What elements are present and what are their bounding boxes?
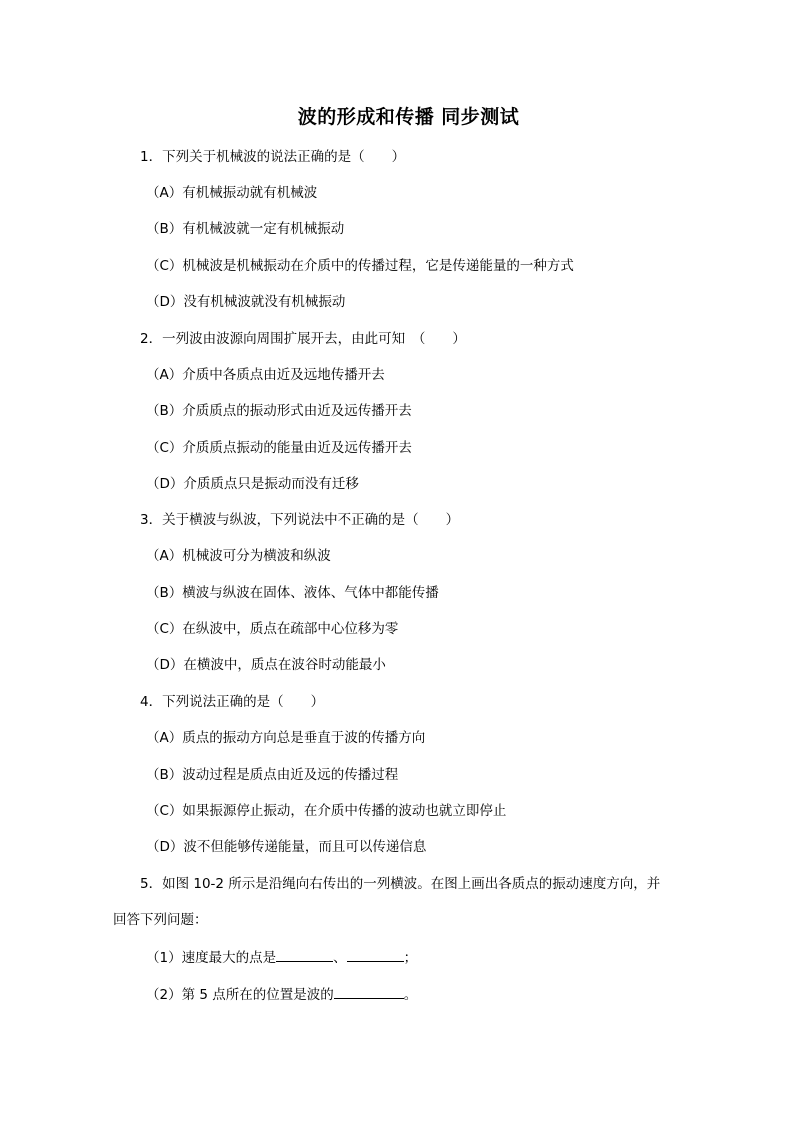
question-1-option-c: （C）机械波是机械振动在介质中的传播过程，它是传递能量的一种方式 [146, 258, 574, 274]
question-4-option-d: （D）波不但能够传递能量，而且可以传递信息 [146, 839, 427, 855]
subquestion-1-suffix: ； [403, 950, 418, 966]
question-3-option-a: （A）机械波可分为横波和纵波 [146, 548, 331, 564]
answer-blank-3[interactable] [334, 985, 404, 999]
question-4-stem: 4．下列说法正确的是（ ） [140, 694, 325, 710]
question-4-option-a: （A）质点的振动方向总是垂直于波的传播方向 [146, 730, 426, 746]
question-4-option-c: （C）如果振源停止振动，在介质中传播的波动也就立即停止 [146, 803, 507, 819]
page-title [0, 102, 793, 129]
question-2-stem: 2．一列波由波源向周围扩展开去，由此可知 （ ） [140, 331, 466, 347]
answer-blank-1[interactable] [276, 948, 333, 962]
question-3-option-c: （C）在纵波中，质点在疏部中心位移为零 [146, 621, 399, 637]
question-1-option-b: （B）有机械波就一定有机械振动 [146, 221, 345, 237]
question-3-stem: 3．关于横波与纵波，下列说法中不正确的是（ ） [140, 512, 460, 528]
question-1-stem: 1．下列关于机械波的说法正确的是（ ） [140, 149, 406, 165]
subquestion-1-separator: 、 [333, 950, 347, 966]
subquestion-1-prefix: （1）速度最大的点是 [146, 950, 277, 966]
question-5-stem-continued: 回答下列问题： [113, 912, 208, 928]
question-4-option-b: （B）波动过程是质点由近及远的传播过程 [146, 767, 399, 783]
question-5-subquestion-2 [146, 985, 417, 1004]
question-2-option-a: （A）介质中各质点由近及远地传播开去 [146, 367, 385, 383]
question-1-option-a: （A）有机械振动就有机械波 [146, 185, 318, 201]
answer-blank-2[interactable] [347, 948, 404, 962]
question-5-subquestion-1 [146, 948, 417, 967]
subquestion-2-prefix: （2）第 5 点所在的位置是波的 [146, 987, 334, 1003]
question-5-stem: 5．如图 10-2 所示是沿绳向右传出的一列横波。在图上画出各质点的振动速度方向，并 [140, 876, 661, 892]
question-3-option-d: （D）在横波中，质点在波谷时动能最小 [146, 657, 386, 673]
page-title-text: 波的形成和传播 同步测试 [297, 106, 520, 128]
question-2-option-d: （D）介质质点只是振动而没有迁移 [146, 476, 359, 492]
question-3-option-b: （B）横波与纵波在固体、液体、气体中都能传播 [146, 585, 439, 601]
question-2-option-b: （B）介质质点的振动形式由近及远传播开去 [146, 403, 412, 419]
question-2-option-c: （C）介质质点振动的能量由近及远传播开去 [146, 440, 412, 456]
question-1-option-d: （D）没有机械波就没有机械振动 [146, 294, 346, 310]
subquestion-2-suffix: 。 [403, 987, 418, 1003]
